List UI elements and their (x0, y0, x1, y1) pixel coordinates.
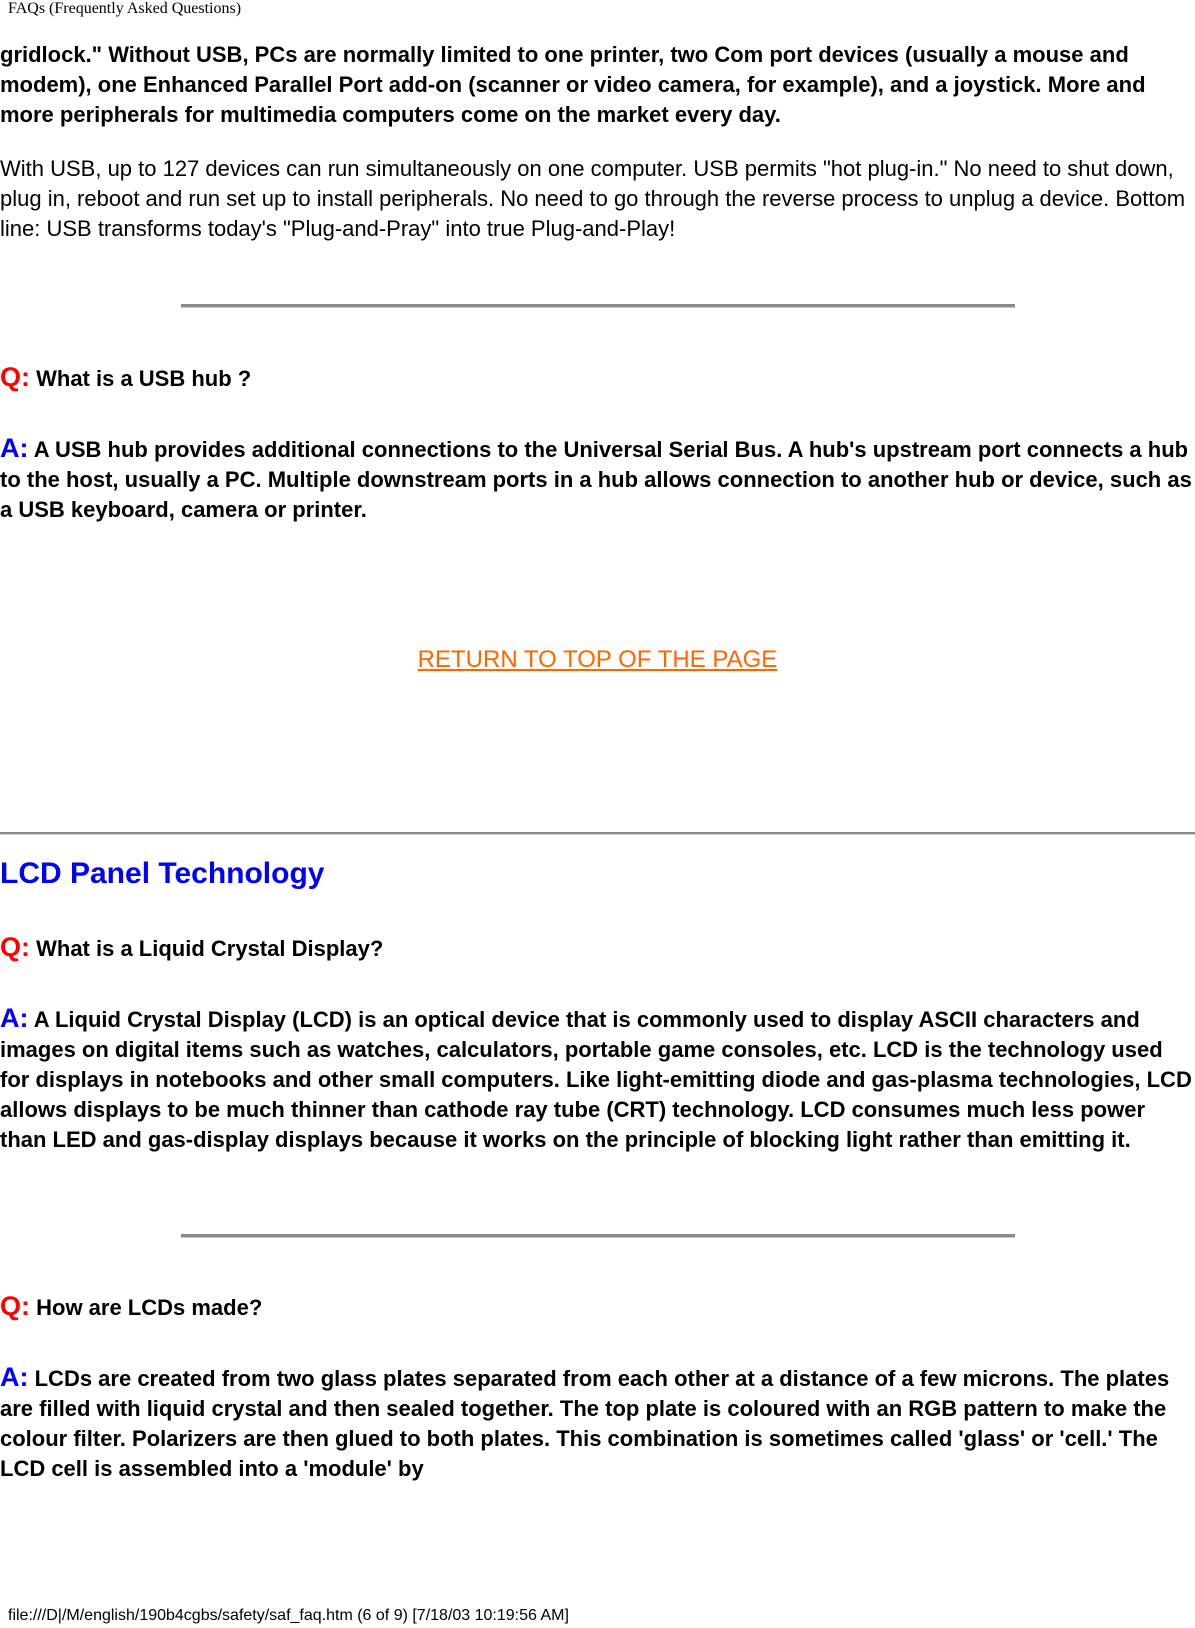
question-text: How are LCDs made? (30, 1295, 263, 1320)
question-marker: Q: (0, 362, 30, 392)
intro-plain-paragraph: With USB, up to 127 devices can run simultaneously on one computer. USB permits "hot plug-in." No need to shut down, plug in, reboot and run set up to install peripherals. No need to go through the reverse process to unplug a device. Bottom line: USB transforms today's "Plug-and-Pray" into true Plug-and-Play! (0, 156, 1186, 241)
faq-answer-lcd-manufacturing (0, 1362, 1195, 1484)
faq-question-lcd-manufacturing (0, 1291, 1195, 1323)
answer-marker: A: (0, 433, 29, 463)
divider-rule (181, 304, 1015, 308)
question-marker: Q: (0, 1291, 30, 1321)
faq-question-usb-hub (0, 362, 1195, 394)
answer-marker: A: (0, 1003, 29, 1033)
print-footer-path: file:///D|/M/english/190b4cgbs/safety/saf_faq.htm (6 of 9) [7/18/03 10:19:56 AM] (8, 1607, 569, 1624)
print-header-title: FAQs (Frequently Asked Questions) (8, 0, 242, 17)
faq-answer-usb-hub (0, 433, 1195, 525)
faq-answer-lcd-definition (0, 1003, 1195, 1155)
return-to-top-link[interactable]: RETURN TO TOP OF THE PAGE (417, 646, 778, 673)
question-marker: Q: (0, 932, 30, 962)
faq-question-lcd-definition (0, 932, 1195, 964)
section-heading-lcd: LCD Panel Technology (0, 857, 325, 890)
page-content (0, 40, 1195, 244)
divider-rule (181, 1234, 1015, 1238)
question-text: What is a Liquid Crystal Display? (30, 936, 384, 961)
section-divider-rule (0, 832, 1195, 835)
answer-text: A Liquid Crystal Display (LCD) is an optical device that is commonly used to display ASCII characters and images on digital items such as watches, calculators, portable game consoles, etc. LCD is the technology used for displays in notebooks and other small computers. Like light-emitting diode and gas-plasma technologies, LCD allows displays to be much thinner than cathode ray tube (CRT) technology. LCD consumes much less power than LED and gas-display displays because it works on the principle of blocking light rather than emitting it. (0, 1007, 1192, 1152)
answer-text: A USB hub provides additional connections to the Universal Serial Bus. A hub's upstream port connects a hub to the host, usually a PC. Multiple downstream ports in a hub allows connection to another hub or device, such as a USB keyboard, camera or printer. (0, 437, 1192, 522)
answer-marker: A: (0, 1362, 29, 1392)
intro-bold-paragraph: gridlock." Without USB, PCs are normally limited to one printer, two Com port devices (usually a mouse and modem), one Enhanced Parallel Port add-on (scanner or video camera, for example), and a joystick. More and more peripherals for multimedia computers come on the market every day. (0, 42, 1146, 127)
answer-text: LCDs are created from two glass plates separated from each other at a distance of a few microns. The plates are filled with liquid crystal and then sealed together. The top plate is coloured with an RGB pattern to make the colour filter. Polarizers are then glued to both plates. This combination is sometimes called 'glass' or 'cell.' The LCD cell is assembled into a 'module' by (0, 1366, 1170, 1481)
question-text: What is a USB hub ? (30, 366, 252, 391)
